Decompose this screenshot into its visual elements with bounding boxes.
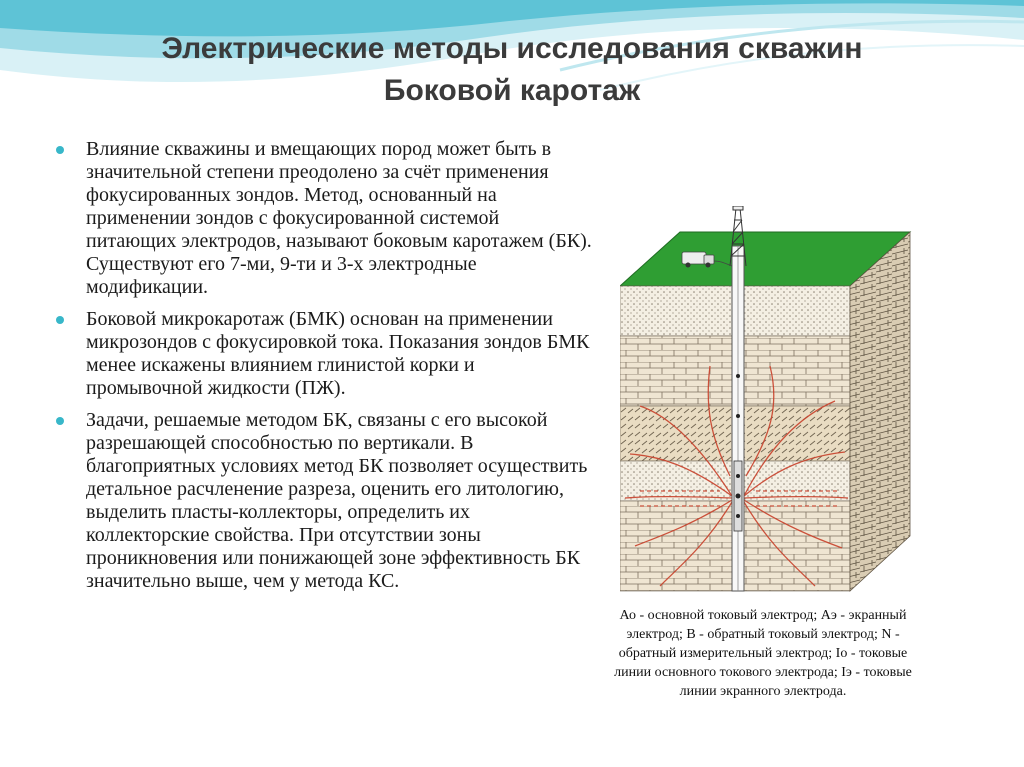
bullet-text: Задачи, решаемые методом БК, связаны с его высокой разрешающей способностью по вертикали. В благоприятных условиях метод БК позволяет осуществить детальное расчленение разреза, оценить его литологию, выделить пласты-коллекторы, определить их коллекторские свойства. При отсутствии зоны проникновения или понижающей зоне эффективность БК значительно выше, чем у метода КС. — [86, 409, 588, 592]
bullet-text: Влияние скважины и вмещающих пород может быть в значительной степени преодолено за счёт применения фокусированных зондов. Метод, основанный на применении зондов с фокусированной системой питающих электродов, называют боковым каротажем (БК). Существуют его 7-ми, 9-ти и 3-х электродные модификации. — [86, 138, 592, 298]
bullet-dot-icon — [56, 316, 64, 324]
borehole-lateral-logging-diagram — [620, 206, 920, 596]
page-title-line-1: Электрические методы исследования скважин — [161, 32, 863, 65]
diagram-caption: Ао - основной токовый электрод; Аэ - экранный электрод; В - обратный токовый электрод; N - обратный измерительный электрод; Iо - токовые линии основного токового электрода; Iэ - токовые линии экранного электрода. — [614, 608, 912, 699]
bullet-text: Боковой микрокаротаж (БМК) основан на применении микрозондов с фокусировкой тока. Показания зондов БМК менее искажены влиянием глинистой корки и промывочной жидкости (ПЖ). — [86, 308, 590, 399]
page-title — [0, 28, 1024, 112]
bullet-list — [52, 138, 592, 602]
page-title-line-2: Боковой каротаж — [383, 74, 641, 107]
bullet-dot-icon — [56, 417, 64, 425]
bullet-item — [52, 138, 592, 299]
bullet-dot-icon — [56, 146, 64, 154]
bullet-item — [52, 308, 592, 400]
bullet-item — [52, 409, 592, 593]
